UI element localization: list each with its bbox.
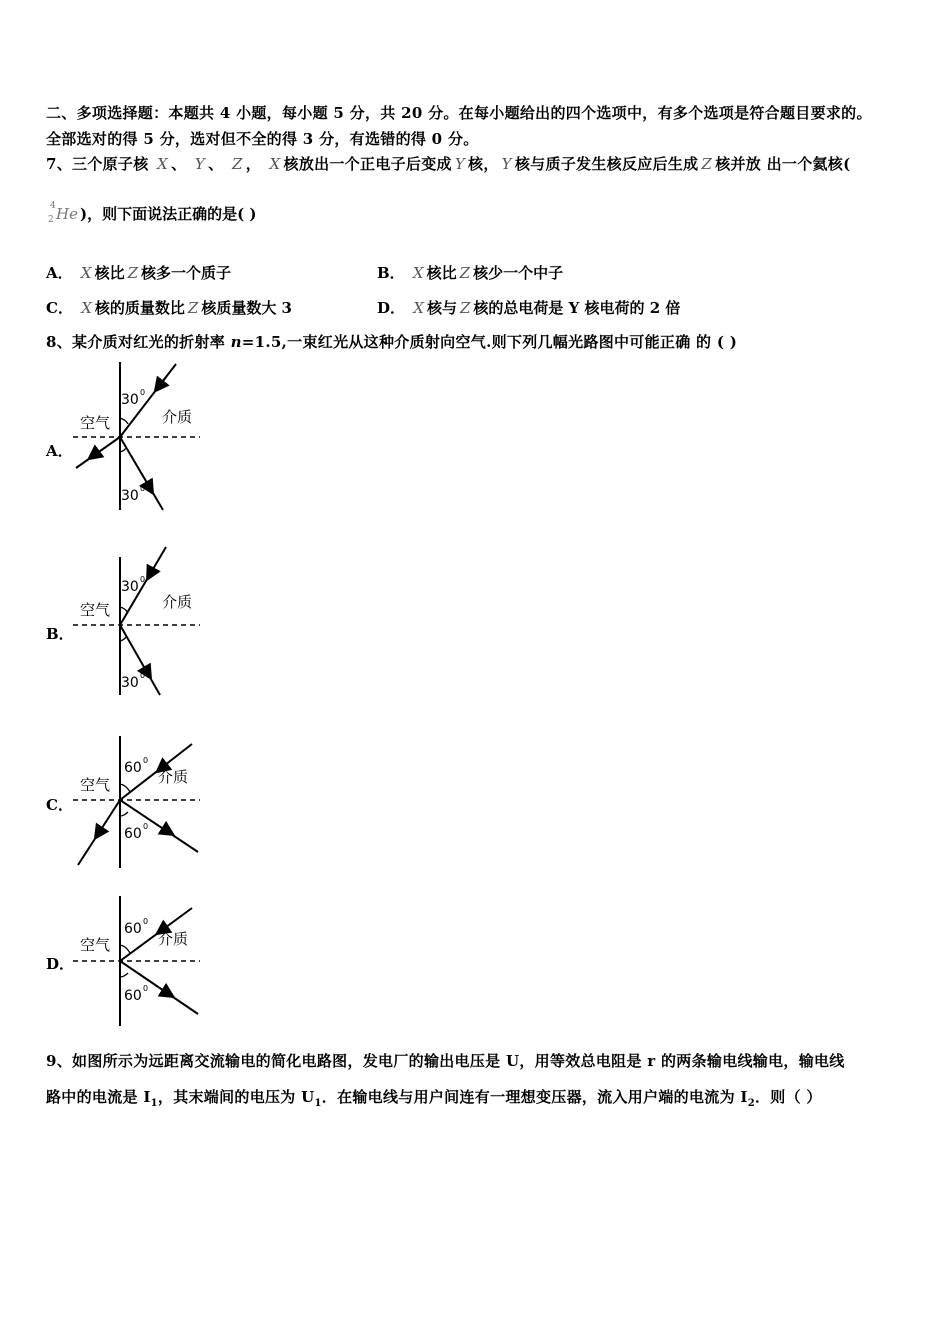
option-label: B． bbox=[377, 264, 405, 282]
degree-mark: 0 bbox=[143, 984, 149, 993]
arrow-icon bbox=[164, 991, 172, 996]
refractive-index-symbol: n bbox=[230, 333, 242, 351]
arrow-icon bbox=[148, 567, 154, 578]
figure-c-label[interactable]: C． bbox=[46, 796, 73, 814]
option-label: C． bbox=[46, 299, 73, 317]
q9-text: ．则（ ） bbox=[755, 1088, 822, 1106]
figure-d[interactable] bbox=[68, 890, 208, 1039]
section-title-line2: 全部选对的得 5 分，选对但不全的得 3 分，有选错的得 0 分。 bbox=[46, 130, 479, 148]
degree-mark: 0 bbox=[143, 756, 149, 765]
charge-number: 2 bbox=[48, 215, 54, 225]
section-title-line1: 二、多项选择题：本题共 4 小题，每小题 5 分，共 20 分。在每小题给出的四个选项中，有多个选项是符合题目要求的。 bbox=[46, 104, 872, 122]
air-label: 空气 bbox=[80, 414, 111, 432]
option-text: 核少一个中子 bbox=[473, 264, 564, 282]
q9-text: ．在输电线与用户间连有一理想变压器，流入用户端的电流为 I bbox=[321, 1088, 748, 1106]
var-y: Y bbox=[194, 155, 206, 173]
separator: 、 bbox=[208, 155, 224, 173]
angle-arc bbox=[120, 418, 128, 424]
option-label: A． bbox=[46, 264, 73, 282]
var-z: Z bbox=[231, 155, 243, 173]
figure-b[interactable] bbox=[68, 545, 208, 704]
var-y: Y bbox=[501, 155, 512, 173]
var-z: Z bbox=[127, 264, 139, 282]
var-z: Z bbox=[459, 299, 471, 317]
q7-text: 核与质子发生核反应后生成 bbox=[514, 155, 699, 173]
option-text: 核质量数大 3 bbox=[201, 299, 292, 317]
q7-option-a[interactable] bbox=[46, 262, 231, 283]
arrow-icon bbox=[96, 828, 102, 837]
q8-text: =1.5,一束红光从这种介质射向空气.则下列几幅光路图中可能正确 的 ( ) bbox=[241, 333, 738, 351]
q7-text: 核并放 出一个氦核( bbox=[715, 155, 851, 173]
var-x: X bbox=[157, 155, 169, 173]
angle-bottom: 30 bbox=[121, 488, 139, 504]
var-z: Z bbox=[187, 299, 199, 317]
degree-mark: 0 bbox=[140, 484, 146, 493]
arrow-icon bbox=[164, 829, 172, 834]
angle-arc bbox=[120, 973, 128, 977]
angle-top: 30 bbox=[121, 579, 139, 595]
q7-option-c[interactable] bbox=[46, 297, 292, 318]
var-x: X bbox=[80, 264, 92, 282]
degree-mark: 0 bbox=[140, 575, 146, 584]
ray-diagram-c bbox=[68, 730, 208, 875]
figure-a[interactable] bbox=[68, 360, 208, 519]
subscript: 1 bbox=[150, 1098, 158, 1109]
option-text: 核与 bbox=[426, 299, 457, 317]
q7-text: 核， bbox=[468, 155, 499, 173]
separator: ， bbox=[245, 155, 261, 173]
q8-stem bbox=[46, 331, 737, 352]
var-x: X bbox=[412, 264, 424, 282]
element-symbol: He bbox=[56, 205, 78, 223]
var-y: Y bbox=[454, 155, 466, 173]
q7-option-d[interactable] bbox=[377, 297, 680, 318]
angle-bottom: 60 bbox=[124, 826, 142, 842]
degree-mark: 0 bbox=[140, 388, 146, 397]
arrow-icon bbox=[156, 377, 166, 390]
q7-question: )，则下面说法正确的是( ) bbox=[80, 205, 257, 223]
angle-top: 60 bbox=[124, 760, 142, 776]
angle-arc bbox=[120, 945, 130, 953]
figure-d-label[interactable]: D． bbox=[46, 955, 75, 973]
option-text: 核的质量数比 bbox=[94, 299, 185, 317]
ray-diagram-a bbox=[68, 360, 208, 515]
degree-mark: 0 bbox=[140, 671, 146, 680]
var-z: Z bbox=[701, 155, 713, 173]
q7-option-b[interactable] bbox=[377, 262, 563, 283]
var-x: X bbox=[413, 299, 424, 317]
angle-arc bbox=[120, 784, 130, 792]
arrow-icon bbox=[90, 452, 98, 458]
angle-top: 30 bbox=[121, 392, 139, 408]
helium-isotope bbox=[46, 203, 80, 227]
option-label: D． bbox=[377, 299, 406, 317]
angle-top: 60 bbox=[124, 921, 142, 937]
subscript: 2 bbox=[747, 1098, 755, 1109]
medium-label: 介质 bbox=[162, 593, 193, 611]
q9-text: ，其末端间的电压为 U bbox=[157, 1088, 315, 1106]
q8-text: 8、某介质对红光的折射率 bbox=[46, 333, 231, 351]
angle-arc bbox=[120, 607, 128, 613]
medium-label: 介质 bbox=[162, 408, 193, 426]
figure-a-label[interactable]: A． bbox=[46, 442, 73, 460]
q9-line1: 9、如图所示为远距离交流输电的简化电路图，发电厂的输出电压是 U，用等效总电阻是 r 的两条输电线输电，输电线 bbox=[46, 1052, 845, 1070]
option-text: 核比 bbox=[94, 264, 125, 282]
q9-line2 bbox=[46, 1086, 822, 1109]
arrow-icon bbox=[146, 482, 152, 492]
var-x: X bbox=[81, 299, 92, 317]
figure-b-label[interactable]: B． bbox=[46, 625, 74, 643]
subscript: 1 bbox=[314, 1098, 322, 1109]
degree-mark: 0 bbox=[143, 822, 149, 831]
option-text: 核比 bbox=[426, 264, 457, 282]
var-x: X bbox=[269, 155, 281, 173]
air-label: 空气 bbox=[80, 936, 111, 954]
angle-bottom: 60 bbox=[124, 988, 142, 1004]
q7-stem bbox=[46, 153, 851, 174]
angle-arc bbox=[120, 812, 128, 816]
figure-c[interactable] bbox=[68, 730, 208, 879]
ray-diagram-d bbox=[68, 890, 208, 1035]
mass-number: 4 bbox=[50, 201, 56, 211]
air-label: 空气 bbox=[80, 601, 111, 619]
q9-text: 路中的电流是 I bbox=[46, 1088, 151, 1106]
angle-bottom: 30 bbox=[121, 675, 139, 691]
medium-label: 介质 bbox=[158, 768, 189, 786]
ray-diagram-b bbox=[68, 545, 208, 700]
option-text: 核的总电荷是 Y 核电荷的 2 倍 bbox=[473, 299, 681, 317]
air-label: 空气 bbox=[80, 776, 111, 794]
degree-mark: 0 bbox=[143, 917, 149, 926]
medium-label: 介质 bbox=[158, 930, 189, 948]
q7-number: 7、三个原子核 bbox=[46, 155, 149, 173]
q7-stem-continued bbox=[46, 203, 257, 227]
q7-text: 核放出一个正电子后变成 bbox=[283, 155, 452, 173]
var-z: Z bbox=[459, 264, 471, 282]
separator: 、 bbox=[171, 155, 187, 173]
option-text: 核多一个质子 bbox=[141, 264, 232, 282]
